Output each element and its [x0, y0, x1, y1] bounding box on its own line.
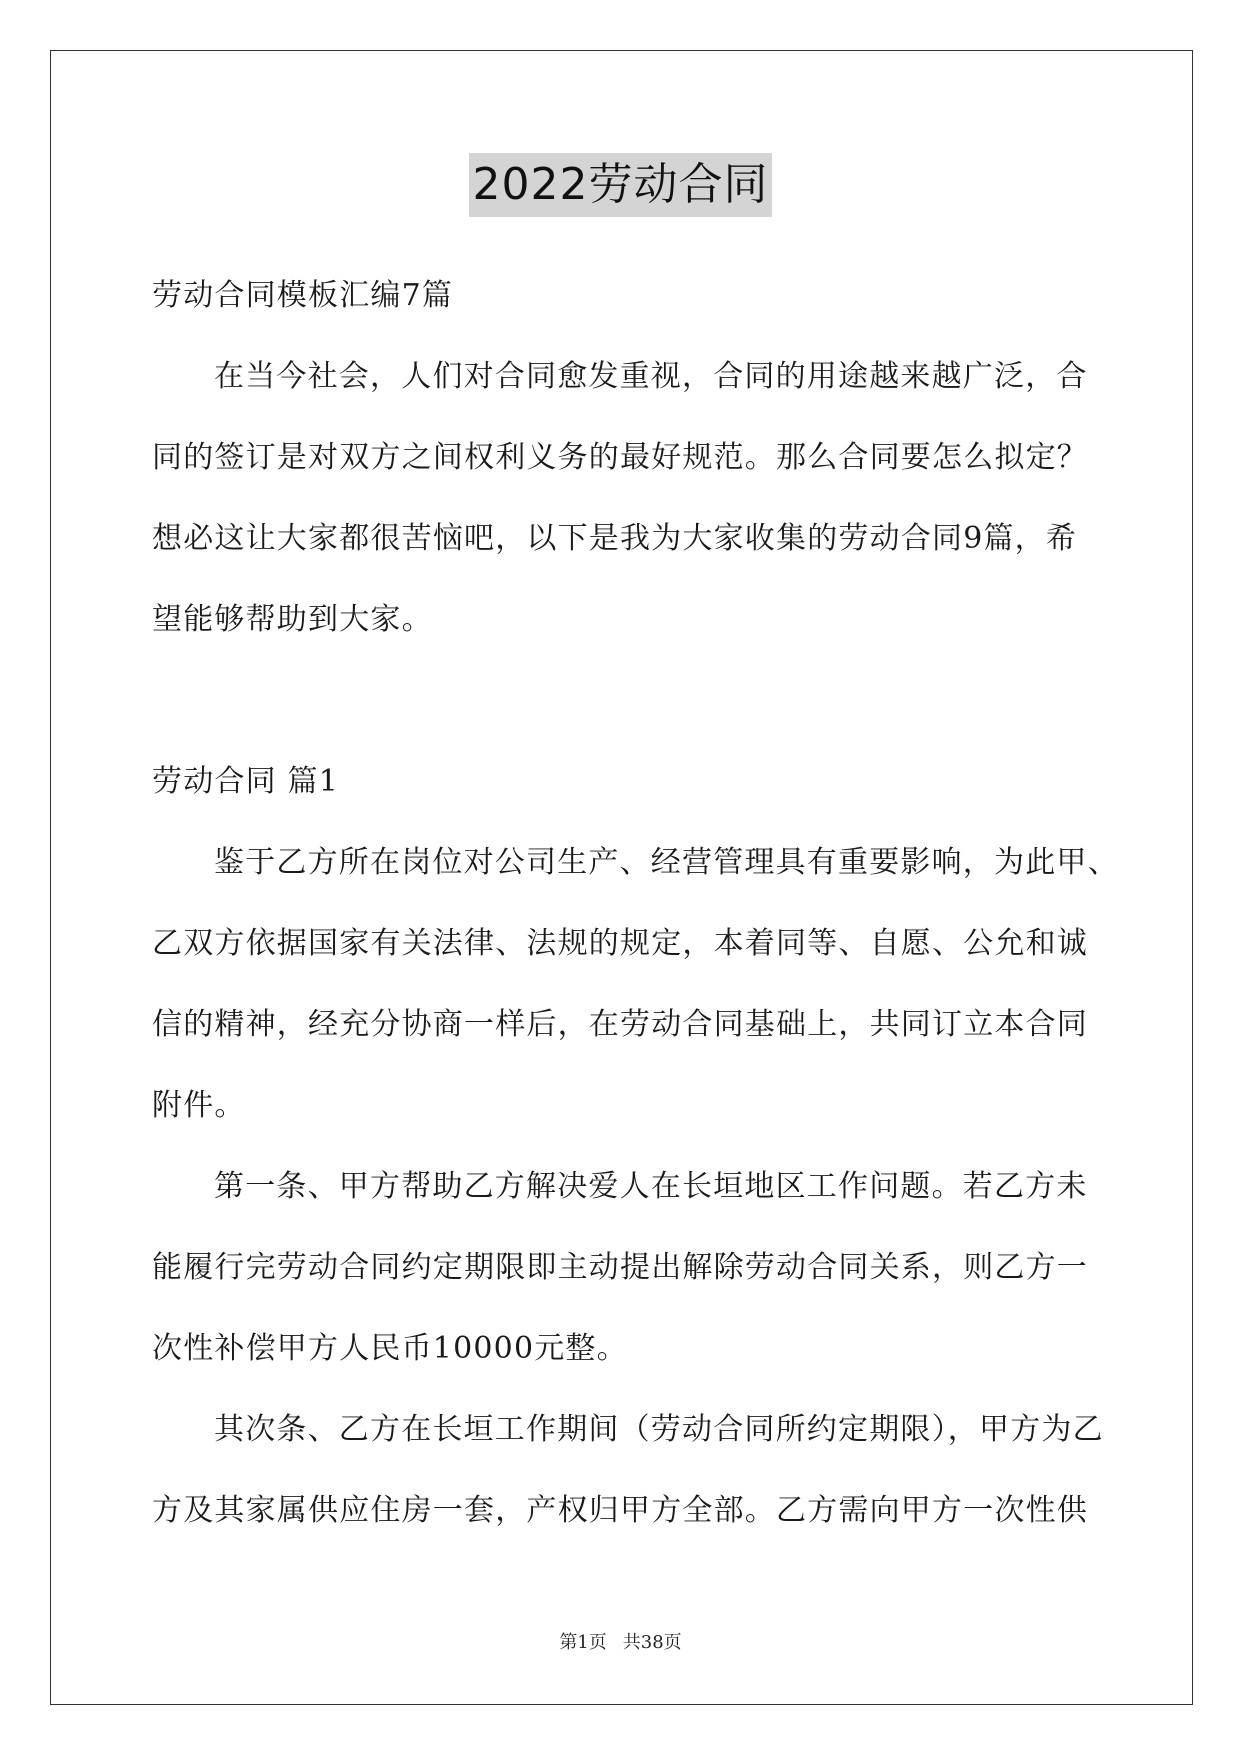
intro-line: 想必这让大家都很苦恼吧，以下是我为大家收集的劳动合同9篇，希	[152, 521, 1078, 556]
intro-line: 望能够帮助到大家。	[152, 602, 433, 637]
document-body	[152, 255, 1119, 1551]
paragraph-line: 次性补偿甲方人民币10000元整。	[152, 1331, 628, 1366]
paragraph-line: 能履行完劳动合同约定期限即主动提出解除劳动合同关系，则乙方一	[152, 1250, 1088, 1285]
page-total: 共38页	[622, 1632, 682, 1653]
paragraph-line: 乙双方依据国家有关法律、法规的规定，本着同等、自愿、公允和诚	[152, 926, 1088, 961]
section-heading: 劳动合同 篇1	[152, 764, 340, 799]
intro-line: 在当今社会，人们对合同愈发重视，合同的用途越来越广泛，合	[214, 359, 1088, 394]
paragraph-line: 方及其家属供应住房一套，产权归甲方全部。乙方需向甲方一次性供	[152, 1493, 1088, 1528]
title-container	[0, 153, 1241, 217]
page-number: 第1页	[559, 1632, 607, 1653]
paragraph-line: 鉴于乙方所在岗位对公司生产、经营管理具有重要影响，为此甲、	[214, 845, 1119, 880]
paragraph-line: 信的精神，经充分协商一样后，在劳动合同基础上，共同订立本合同	[152, 1007, 1088, 1042]
paragraph-gap	[152, 660, 1092, 741]
page-footer	[0, 1628, 1241, 1654]
paragraph-line: 第一条、甲方帮助乙方解决爱人在长垣地区工作问题。若乙方未	[214, 1169, 1088, 1204]
document-title: 2022劳动合同	[469, 153, 773, 217]
intro-line: 同的签订是对双方之间权利义务的最好规范。那么合同要怎么拟定？	[152, 440, 1088, 475]
paragraph-line: 其次条、乙方在长垣工作期间（劳动合同所约定期限），甲方为乙	[214, 1412, 1104, 1447]
paragraph-line: 附件。	[152, 1088, 246, 1123]
document-subtitle: 劳动合同模板汇编7篇	[152, 278, 454, 313]
